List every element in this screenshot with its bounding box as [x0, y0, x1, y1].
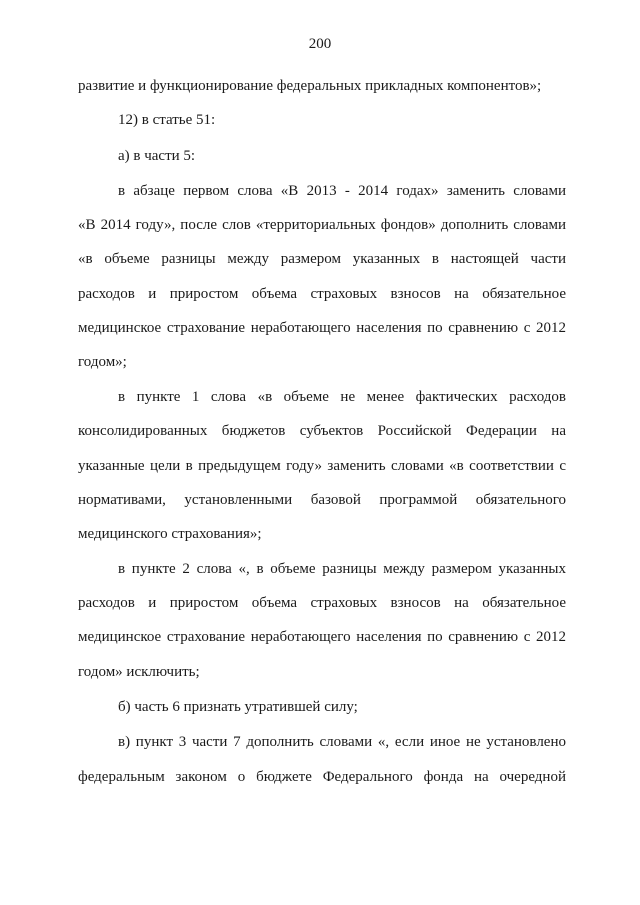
- text-line: в) пункт 3 части 7 дополнить словами «, если иное не установлено: [118, 734, 566, 750]
- text-line: федеральным законом о бюджете Федерального фонда на очередной: [78, 769, 566, 785]
- text-line: годом» исключить;: [78, 664, 200, 680]
- text-line: б) часть 6 признать утратившей силу;: [118, 699, 358, 715]
- text-line: «в объеме разницы между размером указанных в настоящей части: [78, 251, 566, 267]
- text-line: медицинское страхование неработающего населения по сравнению с 2012: [78, 629, 566, 645]
- text-line: «В 2014 году», после слов «территориальных фондов» дополнить словами: [78, 217, 566, 233]
- text-line: 12) в статье 51:: [118, 112, 216, 128]
- text-line: годом»;: [78, 354, 127, 370]
- page-number: 200: [308, 36, 332, 52]
- text-line: а) в части 5:: [118, 148, 196, 164]
- text-line: развитие и функционирование федеральных прикладных компонентов»;: [78, 78, 542, 94]
- text-line: медицинского страхования»;: [78, 526, 262, 542]
- text-line: в пункте 2 слова «, в объеме разницы между размером указанных: [118, 561, 566, 577]
- text-line: расходов и приростом объема страховых взносов на обязательное: [78, 595, 566, 611]
- text-line: консолидированных бюджетов субъектов Российской Федерации на: [78, 423, 566, 439]
- text-line: в абзаце первом слова «В 2013 - 2014 годах» заменить словами: [118, 183, 566, 199]
- text-line: в пункте 1 слова «в объеме не менее фактических расходов: [118, 389, 566, 405]
- text-line: медицинское страхование неработающего населения по сравнению с 2012: [78, 320, 566, 336]
- text-line: расходов и приростом объема страховых взносов на обязательное: [78, 286, 566, 302]
- text-line: нормативами, установленными базовой программой обязательного: [78, 492, 566, 508]
- text-line: указанные цели в предыдущем году» заменить словами «в соответствии с: [78, 458, 566, 474]
